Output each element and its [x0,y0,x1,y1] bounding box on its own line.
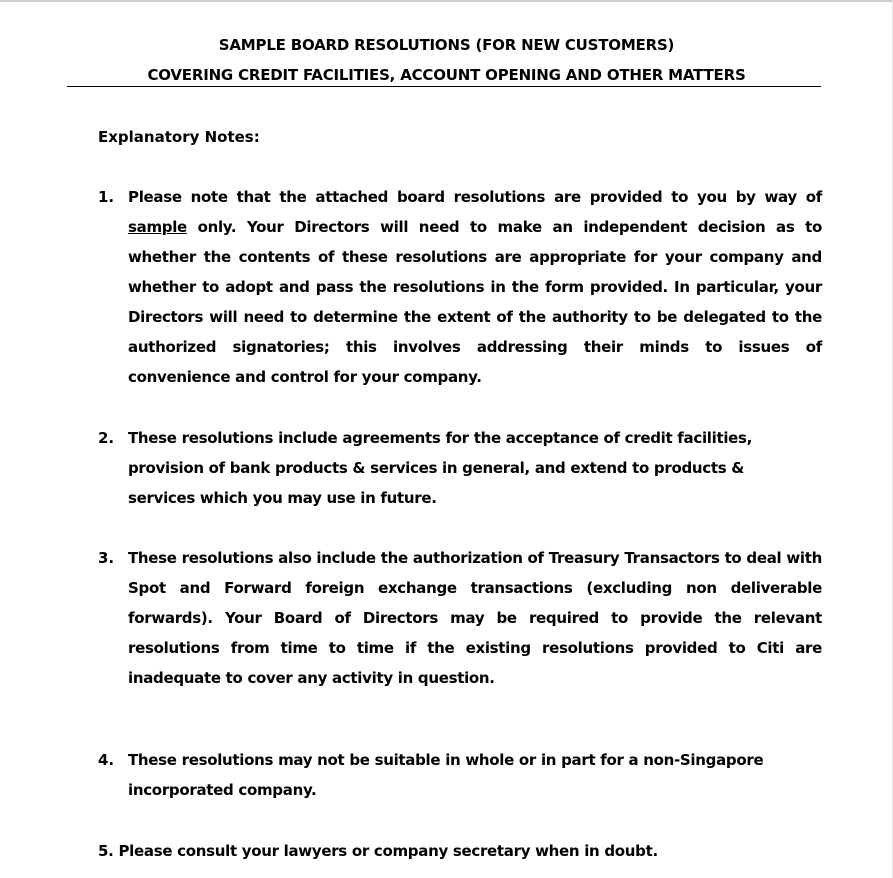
note-text-part: only. Your Directors will need to make an independent decision as to whether the contents of these resolutions are appropriate for your company and whether to adopt and pass the resolutions in the form provided. In particular, your Directors will need to determine the extent of the authority to be delegated to the authorized signatories; this involves addressing their minds to issues of convenience and control for your company. [128,218,822,386]
note-number: 5. [98,842,114,860]
note-text [128,182,822,392]
note-item-3 [98,543,822,693]
note-text: Please consult your lawyers or company secretary when in doubt. [118,842,658,860]
note-item-1 [98,182,822,392]
note-text: These resolutions may not be suitable in whole or in part for a non-Singapore incorporated company. [128,751,764,799]
note-number: 1. [98,188,115,206]
note-item-2 [98,423,822,513]
document-title-line-2: COVERING CREDIT FACILITIES, ACCOUNT OPENING AND OTHER MATTERS [147,66,746,84]
note-text: These resolutions also include the authorization of Treasury Transactors to deal with Spot and Forward foreign exchange transactions (excluding non deliverable forwards). Your Board of Directors may be required to provide the relevant resolutions from time to time if the existing resolutions provided to Citi are inadequate to cover any activity in question. [128,549,822,687]
document-title-line-1: SAMPLE BOARD RESOLUTIONS (FOR NEW CUSTOMERS) [218,36,675,54]
note-number: 3. [98,549,115,567]
note-number: 4. [98,751,115,769]
note-number: 2. [98,429,115,447]
window-top-border [0,0,893,2]
note-text-part: Please note that the attached board resolutions are provided to you by way of [128,188,822,206]
note-item-5 [98,836,658,866]
notes-heading: Explanatory Notes: [98,128,260,146]
underlined-word: sample [128,218,187,236]
note-item-4 [98,745,822,805]
note-text: These resolutions include agreements for the acceptance of credit facilities, provision of bank products & services in general, and extend to products & services which you may use in future. [128,429,753,507]
title-divider [67,86,821,87]
